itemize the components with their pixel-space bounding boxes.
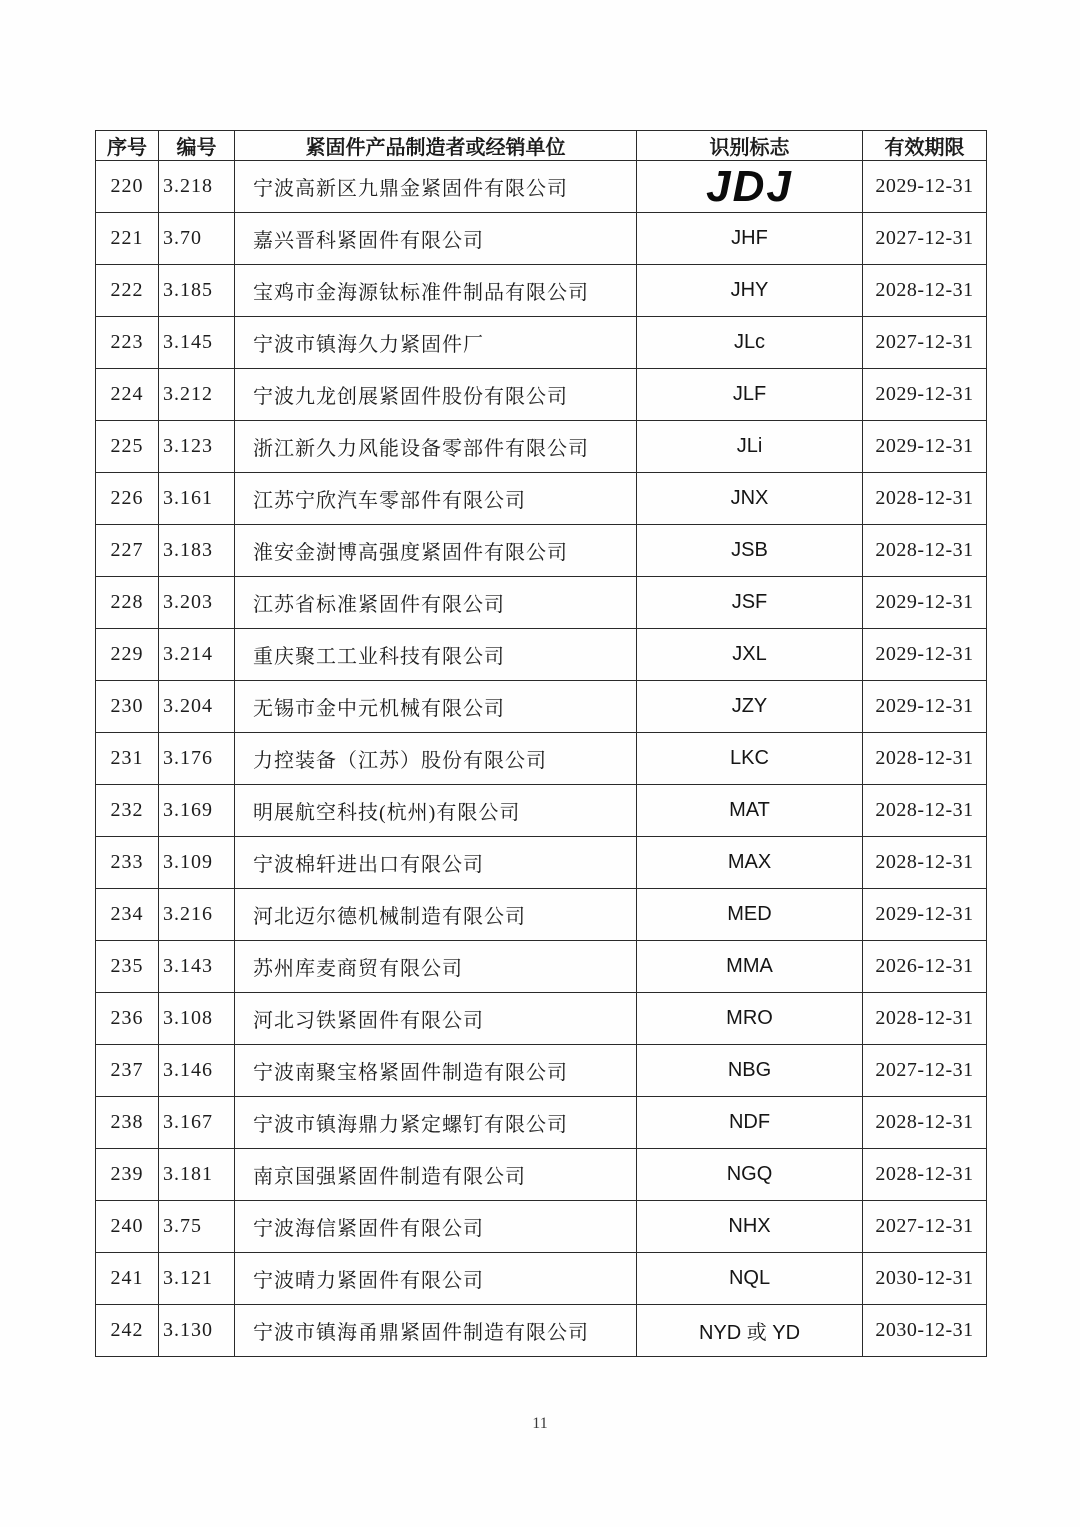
company-cell: 明展航空科技(杭州)有限公司 [235, 785, 637, 837]
expiry-cell: 2028-12-31 [863, 1097, 987, 1149]
code-cell: 3.203 [159, 577, 235, 629]
table-row [96, 213, 987, 265]
seq-cell: 234 [96, 889, 159, 941]
company-cell: 宁波市镇海甬鼎紧固件制造有限公司 [235, 1305, 637, 1357]
expiry-cell: 2027-12-31 [863, 213, 987, 265]
table-row [96, 421, 987, 473]
code-cell: 3.123 [159, 421, 235, 473]
seq-cell: 223 [96, 317, 159, 369]
company-cell: 宁波海信紧固件有限公司 [235, 1201, 637, 1253]
table-row [96, 161, 987, 213]
seq-cell: 224 [96, 369, 159, 421]
expiry-cell: 2029-12-31 [863, 421, 987, 473]
mark-cell: MED [637, 889, 863, 941]
seq-cell: 230 [96, 681, 159, 733]
company-cell: 江苏省标准紧固件有限公司 [235, 577, 637, 629]
table-row [96, 629, 987, 681]
table-row [96, 1253, 987, 1305]
mark-cell: JXL [637, 629, 863, 681]
seq-cell: 221 [96, 213, 159, 265]
table-row [96, 733, 987, 785]
seq-cell: 235 [96, 941, 159, 993]
table-row [96, 1149, 987, 1201]
header-mark: 识别标志 [637, 131, 863, 161]
company-cell: 江苏宁欣汽车零部件有限公司 [235, 473, 637, 525]
expiry-cell: 2029-12-31 [863, 889, 987, 941]
company-cell: 宁波南聚宝格紧固件制造有限公司 [235, 1045, 637, 1097]
expiry-cell: 2029-12-31 [863, 577, 987, 629]
seq-cell: 220 [96, 161, 159, 213]
code-cell: 3.212 [159, 369, 235, 421]
code-cell: 3.145 [159, 317, 235, 369]
table-row [96, 577, 987, 629]
seq-cell: 232 [96, 785, 159, 837]
expiry-cell: 2030-12-31 [863, 1305, 987, 1357]
mark-cell: MAT [637, 785, 863, 837]
expiry-cell: 2028-12-31 [863, 1149, 987, 1201]
table-row [96, 681, 987, 733]
code-cell: 3.214 [159, 629, 235, 681]
company-cell: 重庆聚工工业科技有限公司 [235, 629, 637, 681]
table-row [96, 837, 987, 889]
company-cell: 浙江新久力风能设备零部件有限公司 [235, 421, 637, 473]
table-row [96, 889, 987, 941]
company-cell: 淮安金澍博高强度紧固件有限公司 [235, 525, 637, 577]
mark-cell: MMA [637, 941, 863, 993]
company-cell: 宁波九龙创展紧固件股份有限公司 [235, 369, 637, 421]
mark-cell: NDF [637, 1097, 863, 1149]
mark-cell: NYD 或 YD [637, 1305, 863, 1357]
company-cell: 宁波晴力紧固件有限公司 [235, 1253, 637, 1305]
expiry-cell: 2029-12-31 [863, 161, 987, 213]
seq-cell: 240 [96, 1201, 159, 1253]
mark-cell: JHY [637, 265, 863, 317]
seq-cell: 225 [96, 421, 159, 473]
expiry-cell: 2028-12-31 [863, 993, 987, 1045]
mark-cell: NGQ [637, 1149, 863, 1201]
seq-cell: 241 [96, 1253, 159, 1305]
table-row [96, 785, 987, 837]
header-code: 编号 [159, 131, 235, 161]
company-cell: 河北习铁紧固件有限公司 [235, 993, 637, 1045]
table-row [96, 993, 987, 1045]
mark-cell: JDJ [637, 161, 863, 213]
table-row [96, 1201, 987, 1253]
company-cell: 苏州库麦商贸有限公司 [235, 941, 637, 993]
table-row [96, 473, 987, 525]
expiry-cell: 2028-12-31 [863, 265, 987, 317]
mark-cell: JZY [637, 681, 863, 733]
mark-cell: JNX [637, 473, 863, 525]
table-row [96, 265, 987, 317]
code-cell: 3.146 [159, 1045, 235, 1097]
expiry-cell: 2027-12-31 [863, 317, 987, 369]
expiry-cell: 2028-12-31 [863, 785, 987, 837]
code-cell: 3.167 [159, 1097, 235, 1149]
table-row [96, 941, 987, 993]
company-cell: 河北迈尔德机械制造有限公司 [235, 889, 637, 941]
table-row [96, 1305, 987, 1357]
table-row [96, 369, 987, 421]
mark-cell: JLc [637, 317, 863, 369]
table-row [96, 1045, 987, 1097]
company-cell: 宝鸡市金海源钛标准件制品有限公司 [235, 265, 637, 317]
company-cell: 力控装备（江苏）股份有限公司 [235, 733, 637, 785]
seq-cell: 231 [96, 733, 159, 785]
code-cell: 3.161 [159, 473, 235, 525]
seq-cell: 239 [96, 1149, 159, 1201]
code-cell: 3.183 [159, 525, 235, 577]
mark-cell: NBG [637, 1045, 863, 1097]
mark-cell: MRO [637, 993, 863, 1045]
table-row [96, 1097, 987, 1149]
fastener-registry-table [95, 130, 987, 1357]
company-cell: 宁波高新区九鼎金紧固件有限公司 [235, 161, 637, 213]
code-cell: 3.176 [159, 733, 235, 785]
expiry-cell: 2029-12-31 [863, 629, 987, 681]
seq-cell: 229 [96, 629, 159, 681]
seq-cell: 236 [96, 993, 159, 1045]
header-row [96, 131, 987, 161]
seq-cell: 242 [96, 1305, 159, 1357]
header-seq: 序号 [96, 131, 159, 161]
mark-cell: JHF [637, 213, 863, 265]
expiry-cell: 2027-12-31 [863, 1201, 987, 1253]
seq-cell: 222 [96, 265, 159, 317]
expiry-cell: 2028-12-31 [863, 837, 987, 889]
company-cell: 嘉兴晋科紧固件有限公司 [235, 213, 637, 265]
table-row [96, 525, 987, 577]
header-company: 紧固件产品制造者或经销单位 [235, 131, 637, 161]
code-cell: 3.204 [159, 681, 235, 733]
seq-cell: 237 [96, 1045, 159, 1097]
mark-cell: NHX [637, 1201, 863, 1253]
seq-cell: 233 [96, 837, 159, 889]
company-cell: 宁波市镇海鼎力紧定螺钉有限公司 [235, 1097, 637, 1149]
mark-cell: JLi [637, 421, 863, 473]
mark-cell: JSB [637, 525, 863, 577]
seq-cell: 227 [96, 525, 159, 577]
table-body [96, 161, 987, 1357]
mark-cell: MAX [637, 837, 863, 889]
code-cell: 3.70 [159, 213, 235, 265]
page-number: 11 [532, 1415, 548, 1432]
code-cell: 3.108 [159, 993, 235, 1045]
code-cell: 3.169 [159, 785, 235, 837]
company-cell: 南京国强紧固件制造有限公司 [235, 1149, 637, 1201]
seq-cell: 238 [96, 1097, 159, 1149]
header-expiry: 有效期限 [863, 131, 987, 161]
code-cell: 3.216 [159, 889, 235, 941]
expiry-cell: 2030-12-31 [863, 1253, 987, 1305]
code-cell: 3.181 [159, 1149, 235, 1201]
code-cell: 3.109 [159, 837, 235, 889]
expiry-cell: 2028-12-31 [863, 733, 987, 785]
expiry-cell: 2026-12-31 [863, 941, 987, 993]
seq-cell: 226 [96, 473, 159, 525]
code-cell: 3.143 [159, 941, 235, 993]
code-cell: 3.121 [159, 1253, 235, 1305]
expiry-cell: 2029-12-31 [863, 369, 987, 421]
table-header [96, 131, 987, 161]
mark-cell: JSF [637, 577, 863, 629]
expiry-cell: 2028-12-31 [863, 473, 987, 525]
code-cell: 3.130 [159, 1305, 235, 1357]
seq-cell: 228 [96, 577, 159, 629]
code-cell: 3.75 [159, 1201, 235, 1253]
code-cell: 3.185 [159, 265, 235, 317]
company-cell: 宁波棉轩进出口有限公司 [235, 837, 637, 889]
mark-cell: JLF [637, 369, 863, 421]
table-row [96, 317, 987, 369]
code-cell: 3.218 [159, 161, 235, 213]
expiry-cell: 2028-12-31 [863, 525, 987, 577]
mark-cell: NQL [637, 1253, 863, 1305]
mark-cell: LKC [637, 733, 863, 785]
company-cell: 无锡市金中元机械有限公司 [235, 681, 637, 733]
company-cell: 宁波市镇海久力紧固件厂 [235, 317, 637, 369]
expiry-cell: 2029-12-31 [863, 681, 987, 733]
expiry-cell: 2027-12-31 [863, 1045, 987, 1097]
